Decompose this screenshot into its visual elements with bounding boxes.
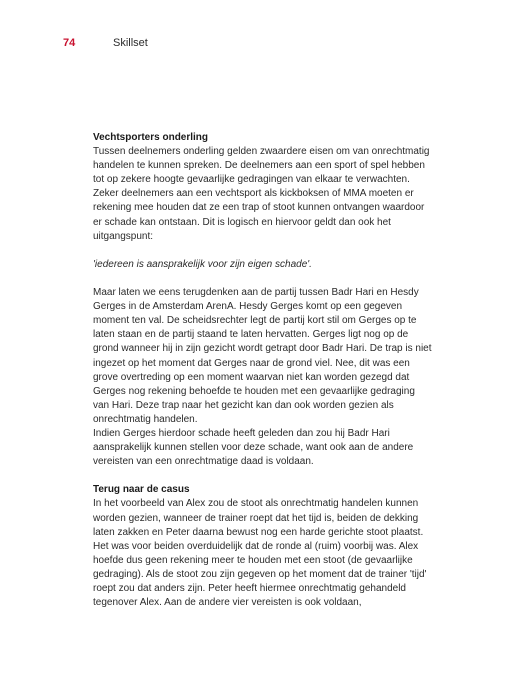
section-heading-casus: Terug naar de casus <box>93 484 190 496</box>
paragraph: Indien Gerges hierdoor schade heeft geleden dan zou hij Badr Hari aansprakelijk kunnen stellen voor deze schade, want ook aan de andere vereisten van een onrechtmatige daad is voldaan. <box>93 427 414 468</box>
spacer <box>93 244 433 258</box>
running-title: Skillset <box>113 37 148 49</box>
page-header <box>63 36 148 50</box>
section-heading-vechtsporters: Vechtsporters onderling <box>93 132 209 143</box>
page-number: 74 <box>63 37 76 49</box>
page-body <box>93 131 433 610</box>
quote: 'iedereen is aansprakelijk voor zijn eigen schade'. <box>93 258 312 270</box>
spacer <box>93 272 433 286</box>
spacer <box>93 469 433 483</box>
paragraph: Maar laten we eens terugdenken aan de partij tussen Badr Hari en Hesdy Gerges in de Amsterdam ArenA. Hesdy Gerges komt op een gegeven moment ten val. De scheidsrechter legt de partij kort stil om Gerges op te laten staan en de partij staand te laten hervatten. Gerges ligt nog op de grond wanneer hij in zijn gezicht wordt getrapt door Badr Hari. De trap is niet ingezet op het moment dat Gerges naar de grond viel. Nee, dit was een grove overtreding op een moment waarvan niet kan worden gezegd dat Gerges nog rekening behoefde te houden met een gevaarlijke gedraging van Hari. Deze trap naar het gezicht kan dan ook worden gezien als onrechtmatig handelen. <box>93 287 432 425</box>
paragraph: Tussen deelnemers onderling gelden zwaardere eisen om van onrechtmatig handelen te kunnen spreken. De deelnemers aan een sport of spel hebben tot op zekere hoogte gevaarlijke gedragingen van elkaar te verwachten. Zeker deelnemers aan een vechtsport als kickboksen of MMA moeten er rekening mee houden dat ze een trap of stoot kunnen ontvangen waardoor er schade kan ontstaan. Dit is logisch en hiervoor geldt dan ook het uitgangspunt: <box>93 146 430 242</box>
paragraph: In het voorbeeld van Alex zou de stoot als onrechtmatig handelen kunnen worden gezien, wanneer de trainer roept dat het tijd is, beiden de dekking laten zakken en Peter daarna bewust nog een harde gerichte stoot plaatst. Het was voor beiden overduidelijk dat de ronde al (ruim) voorbij was. Alex hoefde dus geen rekening meer te houden met een stoot (de gevaarlijke gedraging). Als de stoot zou zijn gegeven op het moment dat de trainer 'tijd' roept zou dat anders zijn. Peter heeft hiermee onrechtmatig gehandeld tegenover Alex. Aan de andere vier vereisten is ook voldaan, <box>93 498 427 609</box>
